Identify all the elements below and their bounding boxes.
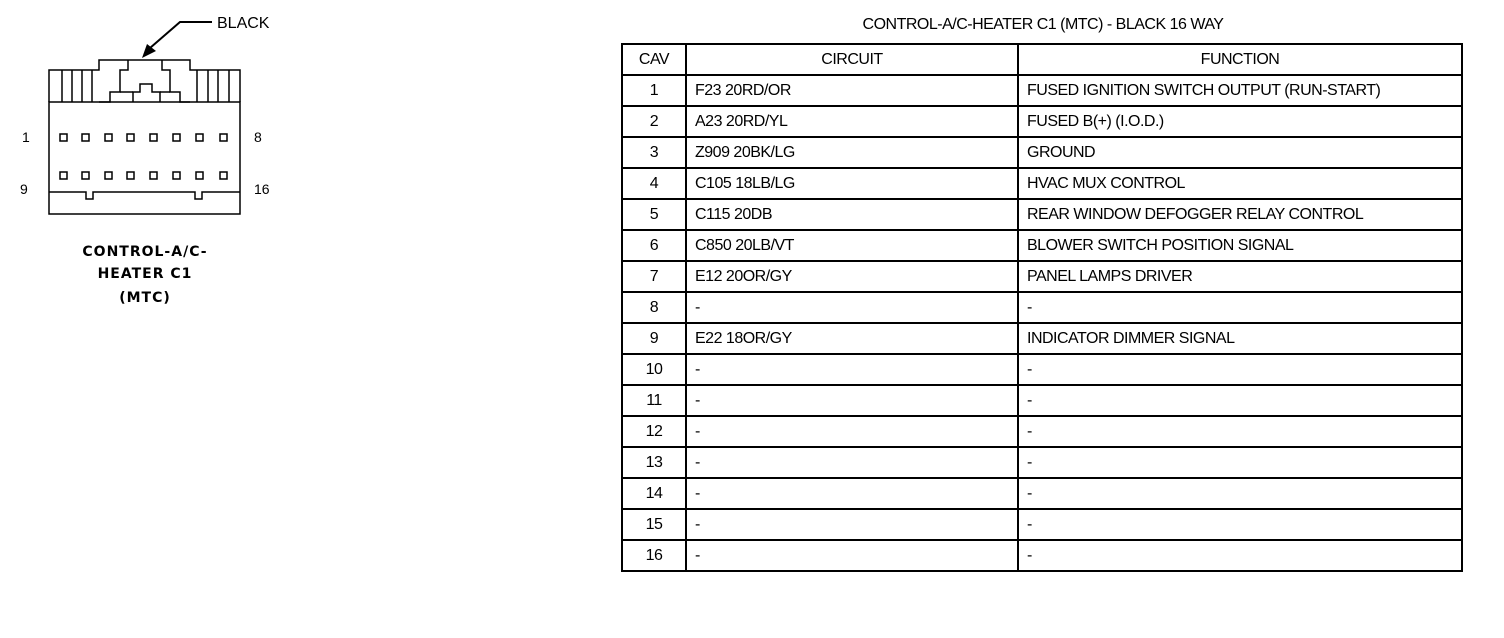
circuit-cell: - xyxy=(686,292,1018,323)
circuit-cell: Z909 20BK/LG xyxy=(686,137,1018,168)
circuit-cell: - xyxy=(686,540,1018,571)
function-cell: GROUND xyxy=(1018,137,1462,168)
function-cell: - xyxy=(1018,354,1462,385)
connector-name-line-3: (MTC) xyxy=(119,290,171,306)
cavity-row-top xyxy=(60,134,227,141)
table-row xyxy=(622,478,1462,509)
table-row xyxy=(622,168,1462,199)
circuit-cell: - xyxy=(686,354,1018,385)
table-row xyxy=(622,354,1462,385)
function-cell: - xyxy=(1018,447,1462,478)
function-cell: INDICATOR DIMMER SIGNAL xyxy=(1018,323,1462,354)
cav-cell: 4 xyxy=(622,168,686,199)
function-cell: HVAC MUX CONTROL xyxy=(1018,168,1462,199)
pin-label-8: 8 xyxy=(254,129,262,145)
table-row xyxy=(622,509,1462,540)
cavity-row-bottom xyxy=(60,172,227,179)
cav-cell: 11 xyxy=(622,385,686,416)
cav-cell: 9 xyxy=(622,323,686,354)
header-circuit: CIRCUIT xyxy=(686,44,1018,75)
cav-cell: 15 xyxy=(622,509,686,540)
table-row xyxy=(622,75,1462,106)
cav-cell: 2 xyxy=(622,106,686,137)
cav-cell: 10 xyxy=(622,354,686,385)
cav-cell: 13 xyxy=(622,447,686,478)
table-row xyxy=(622,416,1462,447)
circuit-cell: - xyxy=(686,509,1018,540)
cav-cell: 14 xyxy=(622,478,686,509)
cav-cell: 1 xyxy=(622,75,686,106)
table-body xyxy=(622,75,1462,571)
cav-cell: 8 xyxy=(622,292,686,323)
cav-cell: 16 xyxy=(622,540,686,571)
table-row xyxy=(622,447,1462,478)
circuit-cell: C850 20LB/VT xyxy=(686,230,1018,261)
function-cell: - xyxy=(1018,385,1462,416)
table-row xyxy=(622,137,1462,168)
function-cell: PANEL LAMPS DRIVER xyxy=(1018,261,1462,292)
table-row xyxy=(622,540,1462,571)
table-row xyxy=(622,199,1462,230)
cav-cell: 7 xyxy=(622,261,686,292)
circuit-cell: C105 18LB/LG xyxy=(686,168,1018,199)
function-cell: - xyxy=(1018,292,1462,323)
table-row xyxy=(622,292,1462,323)
circuit-cell: F23 20RD/OR xyxy=(686,75,1018,106)
table-title: CONTROL-A/C-HEATER C1 (MTC) - BLACK 16 WAY xyxy=(862,16,1224,33)
function-cell: FUSED B(+) (I.O.D.) xyxy=(1018,106,1462,137)
callout-arrowhead xyxy=(142,44,156,58)
pin-label-16: 16 xyxy=(254,181,270,197)
header-function: FUNCTION xyxy=(1018,44,1462,75)
function-cell: REAR WINDOW DEFOGGER RELAY CONTROL xyxy=(1018,199,1462,230)
circuit-cell: - xyxy=(686,447,1018,478)
pin-label-9: 9 xyxy=(20,181,28,197)
cav-cell: 6 xyxy=(622,230,686,261)
header-cav: CAV xyxy=(622,44,686,75)
function-cell: BLOWER SWITCH POSITION SIGNAL xyxy=(1018,230,1462,261)
circuit-cell: E22 18OR/GY xyxy=(686,323,1018,354)
cav-cell: 5 xyxy=(622,199,686,230)
table-row xyxy=(622,323,1462,354)
connector-name-line-1: CONTROL-A/C- xyxy=(82,244,208,260)
table-row xyxy=(622,385,1462,416)
table-row xyxy=(622,106,1462,137)
circuit-cell: - xyxy=(686,385,1018,416)
function-cell: FUSED IGNITION SWITCH OUTPUT (RUN-START) xyxy=(1018,75,1462,106)
function-cell: - xyxy=(1018,540,1462,571)
function-cell: - xyxy=(1018,478,1462,509)
circuit-cell: E12 20OR/GY xyxy=(686,261,1018,292)
circuit-cell: A23 20RD/YL xyxy=(686,106,1018,137)
connector-outline xyxy=(49,60,240,214)
cav-cell: 3 xyxy=(622,137,686,168)
callout-leader-line xyxy=(150,22,212,48)
pin-label-1: 1 xyxy=(22,129,30,145)
circuit-cell: - xyxy=(686,478,1018,509)
cav-cell: 12 xyxy=(622,416,686,447)
connector-name-line-2: HEATER C1 xyxy=(97,266,193,282)
circuit-cell: C115 20DB xyxy=(686,199,1018,230)
function-cell: - xyxy=(1018,509,1462,540)
connector-color-label: BLACK xyxy=(217,15,270,32)
table-row xyxy=(622,261,1462,292)
table-row xyxy=(622,230,1462,261)
circuit-cell: - xyxy=(686,416,1018,447)
function-cell: - xyxy=(1018,416,1462,447)
table-header-row xyxy=(622,44,1462,75)
pinout-table xyxy=(621,43,1463,572)
